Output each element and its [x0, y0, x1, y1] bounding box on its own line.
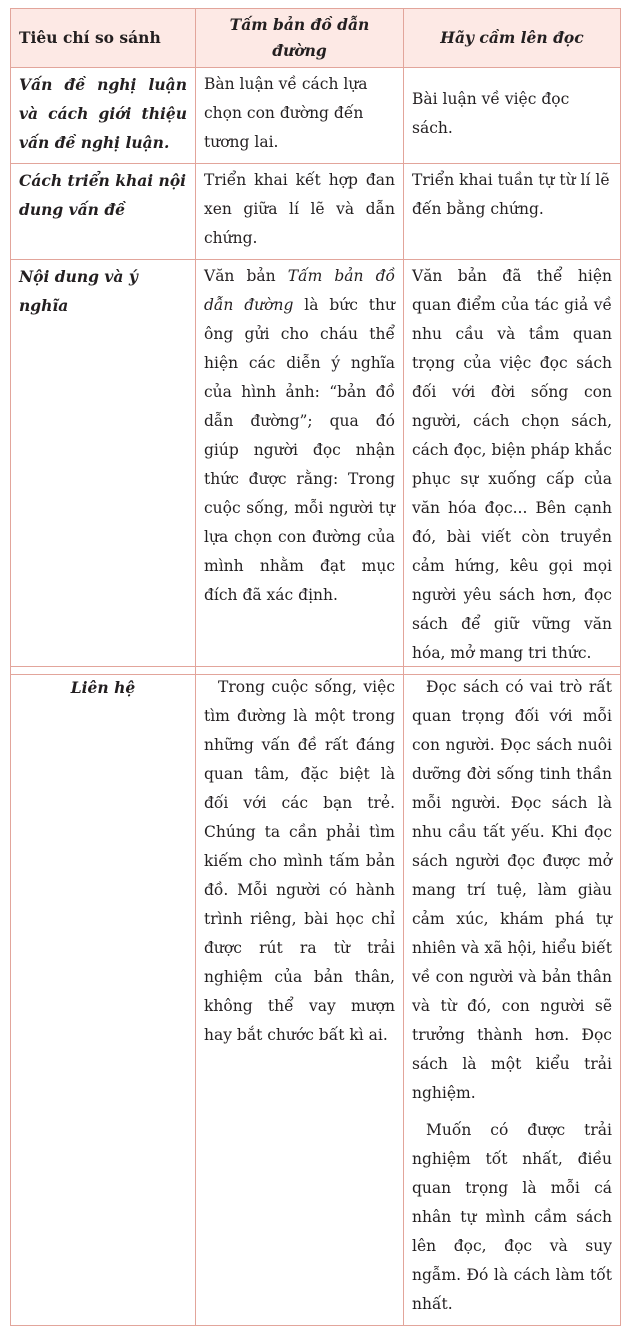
map-cell: Bàn luận về cách lựa chọn con đường đến tương lai. [196, 68, 404, 164]
read-cell: Bài luận về việc đọc sách. [404, 68, 621, 164]
read-paragraph-2: Muốn có được trải nghiệm tốt nhất, điều quan trọng là mỗi cá nhân tự mình cầm sách lên đọc, đọc và suy ngẫm. Đó là cách làm tốt nhất. [412, 1121, 612, 1313]
map-title: Tấm bản đồ dẫn đường [204, 267, 395, 314]
read-cell: Triển khai tuần tự từ lí lẽ đến bằng chứng. [404, 164, 621, 260]
read-paragraph-1: Đọc sách có vai trò rất quan trọng đối với mỗi con người. Đọc sách nuôi dưỡng đời sống tinh thần mỗi người. Đọc sách là nhu cầu tất yếu. Khi đọc sách người đọc được mở mang trí tuệ, làm giàu cảm xúc, khám phá tự nhiên và xã hội, hiểu biết về con người và bản thân và từ đó, con người sẽ trưởng thành hơn. Đọc sách là một kiểu trải nghiệm. [412, 678, 612, 1102]
map-cell: Triển khai kết hợp đan xen giữa lí lẽ và dẫn chứng. [196, 164, 404, 260]
criterion-cell: Vấn đề nghị luận và cách giới thiệu vấn đề nghị luận. [11, 68, 196, 164]
header-map-text: Tấm bản đồ dẫn đường [196, 9, 404, 68]
criterion-cell: Liên hệ [11, 667, 196, 1326]
header-row [11, 9, 621, 68]
table-row [11, 164, 621, 260]
map-paragraph: Trong cuộc sống, việc tìm đường là một trong những vấn đề rất đáng quan tâm, đặc biệt là đối với các bạn trẻ. Chúng ta cần phải tìm kiếm cho mình tấm bản đồ. Mỗi người có hành trình riêng, bài học chỉ được rút ra từ trải nghiệm của bản thân, không thể vay mượn hay bắt chước bất kì ai. [204, 678, 395, 1044]
map-prefix: Văn bản [204, 267, 276, 285]
header-criteria: Tiêu chí so sánh [11, 9, 196, 68]
criterion-cell: Cách triển khai nội dung vấn đề [11, 164, 196, 260]
header-read-text: Hãy cầm lên đọc [404, 9, 621, 68]
table-row [11, 260, 621, 675]
criterion-cell: Nội dung và ý nghĩa [11, 260, 196, 675]
map-rest: là bức thư ông gửi cho cháu thể hiện các diễn ý nghĩa của hình ảnh: “bản đồ dẫn đường”; qua đó giúp người đọc nhận thức được rằng: Trong cuộc sống, mỗi người tự lựa chọn con đường của mình nhằm đạt mục đích đã xác định. [204, 296, 395, 604]
table-header [11, 9, 621, 68]
comparison-table [10, 8, 621, 675]
read-cell: Văn bản đã thể hiện quan điểm của tác giả về nhu cầu và tầm quan trọng của việc đọc sách đối với đời sống con người, cách chọn sách, cách đọc, biện pháp khắc phục sự xuống cấp của văn hóa đọc... Bên cạnh đó, bài viết còn truyền cảm hứng, kêu gọi mọi người yêu sách hơn, đọc sách để giữ vững văn hóa, mở mang tri thức. [404, 260, 621, 675]
relation-table [10, 666, 621, 1326]
table-row [11, 68, 621, 164]
map-cell [196, 260, 404, 675]
read-cell [404, 667, 621, 1326]
map-cell [196, 667, 404, 1326]
table-row [11, 667, 621, 1326]
